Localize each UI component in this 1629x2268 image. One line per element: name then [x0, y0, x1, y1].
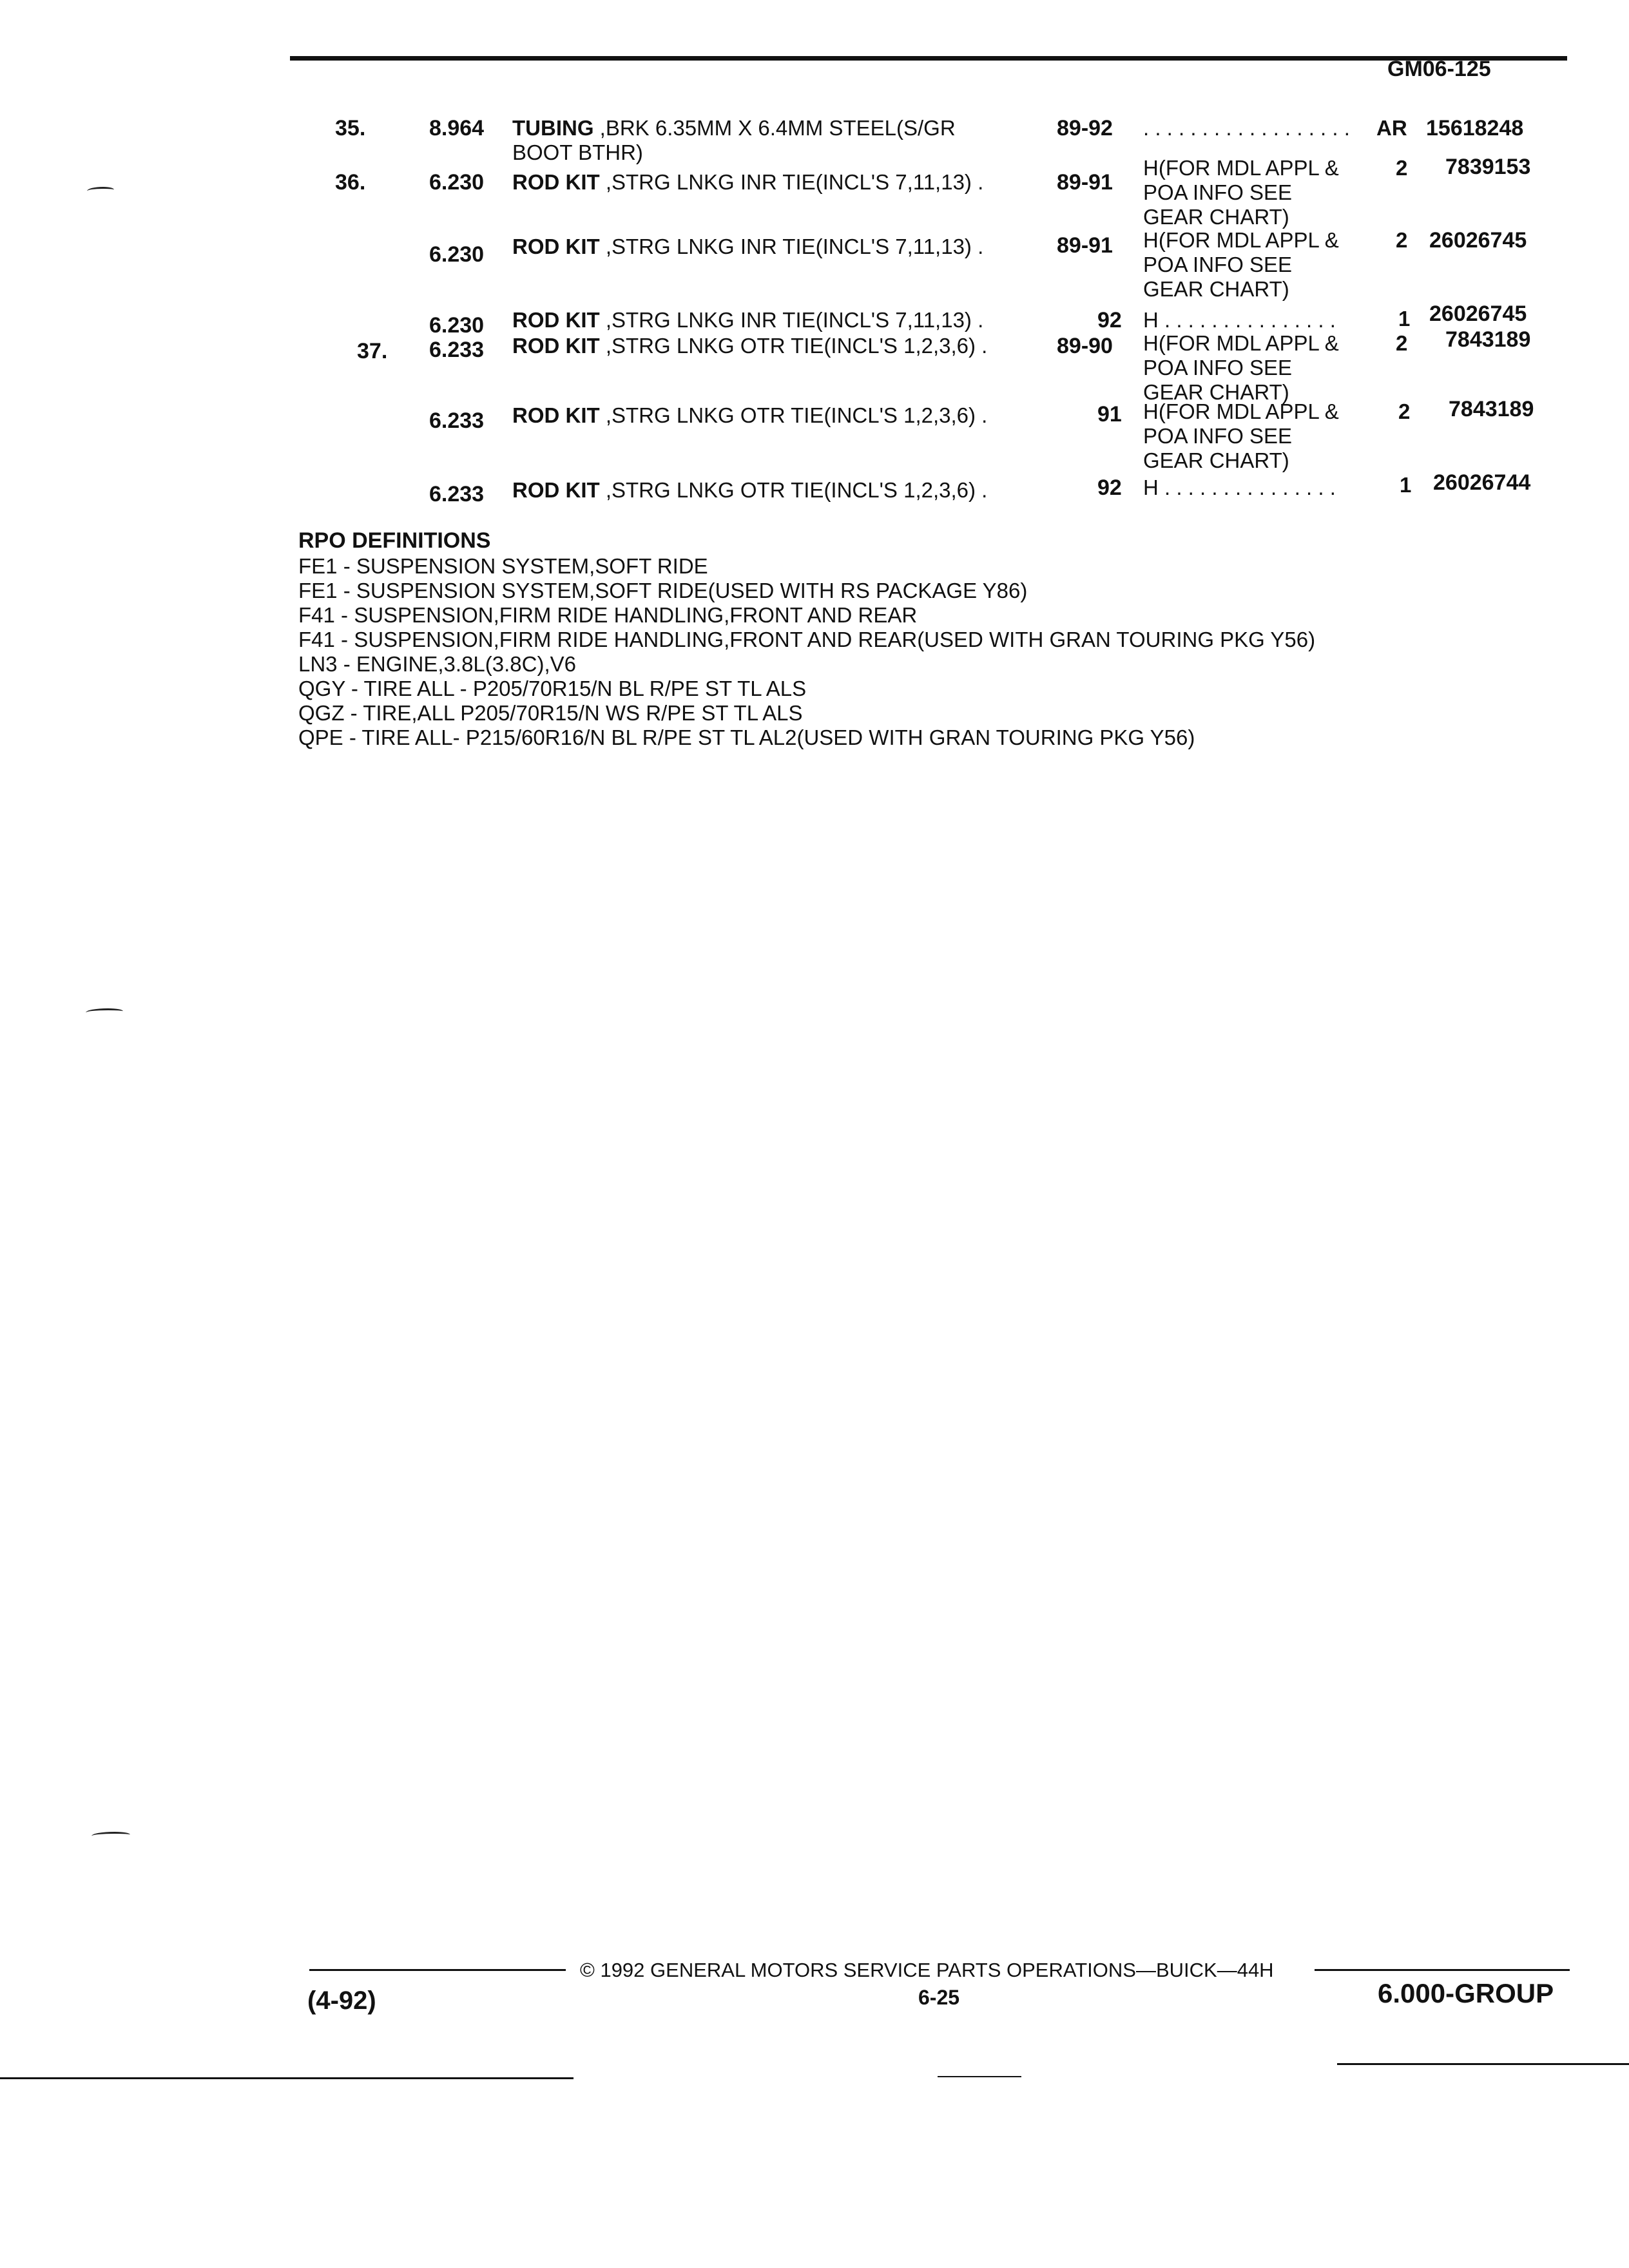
- part-row: [0, 470, 1629, 506]
- part-name: ROD KIT: [512, 403, 600, 427]
- note-line3: GEAR CHART): [1143, 205, 1289, 229]
- group-label: 6.000-GROUP: [1378, 1978, 1554, 2008]
- group-number: 6.233: [429, 408, 485, 433]
- part-name: ROD KIT: [512, 334, 600, 358]
- binder-hole-mark: [87, 187, 114, 194]
- group-number: 6.230: [429, 242, 485, 267]
- quantity: 2: [1396, 228, 1408, 252]
- footer-rule-right: [1315, 1969, 1570, 1971]
- rpo-title: RPO DEFINITIONS: [298, 528, 491, 553]
- scan-edge-line: [1337, 2063, 1629, 2065]
- part-description: [512, 478, 987, 503]
- part-name: ROD KIT: [512, 170, 600, 194]
- part-desc: ,STRG LNKG OTR TIE(INCL'S 1,2,3,6) .: [599, 334, 988, 358]
- note-line1: H(FOR MDL APPL &: [1143, 399, 1339, 423]
- note-line1: H(FOR MDL APPL &: [1143, 228, 1339, 252]
- model-years: 92: [1097, 476, 1122, 500]
- part-desc: ,BRK 6.35MM X 6.4MM STEEL(S/GR: [593, 116, 956, 140]
- part-desc-line2: BOOT BTHR): [512, 140, 643, 164]
- part-number: 15618248: [1426, 116, 1524, 140]
- application-note: [1143, 399, 1339, 473]
- group-number: 6.230: [429, 313, 485, 338]
- rpo-line: F41 - SUSPENSION,FIRM RIDE HANDLING,FRONT AND REAR(USED WITH GRAN TOURING PKG Y56): [298, 628, 1316, 651]
- part-desc: ,STRG LNKG OTR TIE(INCL'S 1,2,3,6) .: [599, 403, 988, 427]
- application-note: [1143, 308, 1336, 332]
- note-line1: H . . . . . . . . . . . . . . .: [1143, 308, 1336, 332]
- part-desc: ,STRG LNKG INR TIE(INCL'S 7,11,13) .: [599, 235, 984, 258]
- application-note: [1143, 331, 1339, 405]
- group-number: 6.233: [429, 338, 485, 362]
- header-rule: [290, 56, 1567, 61]
- group-number: 6.230: [429, 170, 485, 195]
- part-number: 7843189: [1445, 327, 1531, 352]
- scan-edge-line: [0, 2077, 574, 2079]
- part-row: [0, 116, 1629, 164]
- application-note: [1143, 228, 1339, 302]
- quantity: 2: [1398, 399, 1411, 423]
- quantity: 2: [1396, 331, 1408, 355]
- rpo-line: F41 - SUSPENSION,FIRM RIDE HANDLING,FRONT AND REAR: [298, 603, 918, 627]
- group-number: 8.964: [429, 116, 485, 140]
- part-description: [512, 116, 956, 165]
- model-years: 89-91: [1057, 170, 1113, 195]
- part-row: [0, 302, 1629, 338]
- model-years: 89-91: [1057, 233, 1113, 258]
- footer-rule-left: [309, 1969, 566, 1971]
- note-line2: POA INFO SEE: [1143, 253, 1293, 276]
- note-line1: H . . . . . . . . . . . . . . .: [1143, 476, 1336, 499]
- note-line1: . . . . . . . . . . . . . . . . . .: [1143, 116, 1350, 140]
- model-years: 89-92: [1057, 116, 1113, 140]
- group-number: 6.233: [429, 482, 485, 506]
- application-note: [1143, 116, 1350, 140]
- part-name: ROD KIT: [512, 478, 600, 502]
- part-name: TUBING: [512, 116, 594, 140]
- catalog-code: GM06-125: [1387, 57, 1491, 81]
- part-row: [0, 228, 1629, 301]
- part-number: 26026745: [1429, 228, 1527, 253]
- note-line3: GEAR CHART): [1143, 448, 1289, 472]
- part-number: 26026745: [1429, 302, 1527, 326]
- rpo-line: QGZ - TIRE,ALL P205/70R15/N WS R/PE ST TL ALS: [298, 701, 803, 725]
- model-years: 91: [1097, 402, 1122, 427]
- note-line3: GEAR CHART): [1143, 277, 1289, 301]
- quantity: 2: [1396, 156, 1408, 180]
- part-number: 7839153: [1445, 155, 1531, 179]
- rpo-list: [298, 554, 1315, 750]
- item-number: 36.: [335, 170, 366, 195]
- note-line3: GEAR CHART): [1143, 380, 1289, 404]
- part-number: 7843189: [1449, 397, 1534, 421]
- model-years: 92: [1097, 308, 1122, 332]
- part-desc: ,STRG LNKG INR TIE(INCL'S 7,11,13) .: [599, 308, 984, 332]
- part-description: [512, 308, 983, 332]
- part-name: ROD KIT: [512, 235, 600, 258]
- rpo-line: QPE - TIRE ALL- P215/60R16/N BL R/PE ST TL AL2(USED WITH GRAN TOURING PKG Y56): [298, 726, 1195, 749]
- binder-hole-mark: [92, 1832, 130, 1839]
- scan-edge-line: [938, 2076, 1021, 2077]
- part-description: [512, 334, 987, 358]
- part-desc: ,STRG LNKG OTR TIE(INCL'S 1,2,3,6) .: [599, 478, 988, 502]
- revision-date: (4-92): [307, 1986, 376, 2015]
- rpo-line: LN3 - ENGINE,3.8L(3.8C),V6: [298, 652, 576, 676]
- part-row: [0, 327, 1629, 404]
- part-desc: ,STRG LNKG INR TIE(INCL'S 7,11,13) .: [599, 170, 984, 194]
- model-years: 89-90: [1057, 334, 1113, 358]
- part-description: [512, 170, 983, 195]
- part-number: 26026744: [1433, 470, 1531, 495]
- item-number: 37.: [357, 339, 388, 363]
- part-description: [512, 235, 983, 259]
- quantity: 1: [1400, 473, 1412, 497]
- note-line2: POA INFO SEE: [1143, 356, 1293, 380]
- note-line2: POA INFO SEE: [1143, 180, 1293, 204]
- rpo-line: FE1 - SUSPENSION SYSTEM,SOFT RIDE: [298, 554, 708, 578]
- quantity: AR: [1376, 116, 1407, 140]
- note-line1: H(FOR MDL APPL &: [1143, 331, 1339, 355]
- application-note: [1143, 156, 1339, 229]
- rpo-line: FE1 - SUSPENSION SYSTEM,SOFT RIDE(USED WITH RS PACKAGE Y86): [298, 579, 1028, 602]
- part-row: [0, 397, 1629, 472]
- rpo-line: QGY - TIRE ALL - P205/70R15/N BL R/PE ST TL ALS: [298, 677, 807, 700]
- page-number: 6-25: [918, 1986, 960, 2009]
- application-note: [1143, 476, 1336, 500]
- binder-hole-mark: [86, 1008, 123, 1015]
- part-name: ROD KIT: [512, 308, 600, 332]
- copyright-notice: © 1992 GENERAL MOTORS SERVICE PARTS OPERATIONS—BUICK—44H: [580, 1959, 1274, 1981]
- note-line2: POA INFO SEE: [1143, 424, 1293, 448]
- note-line1: H(FOR MDL APPL &: [1143, 156, 1339, 180]
- quantity: 1: [1398, 307, 1411, 331]
- item-number: 35.: [335, 116, 366, 140]
- part-description: [512, 403, 987, 428]
